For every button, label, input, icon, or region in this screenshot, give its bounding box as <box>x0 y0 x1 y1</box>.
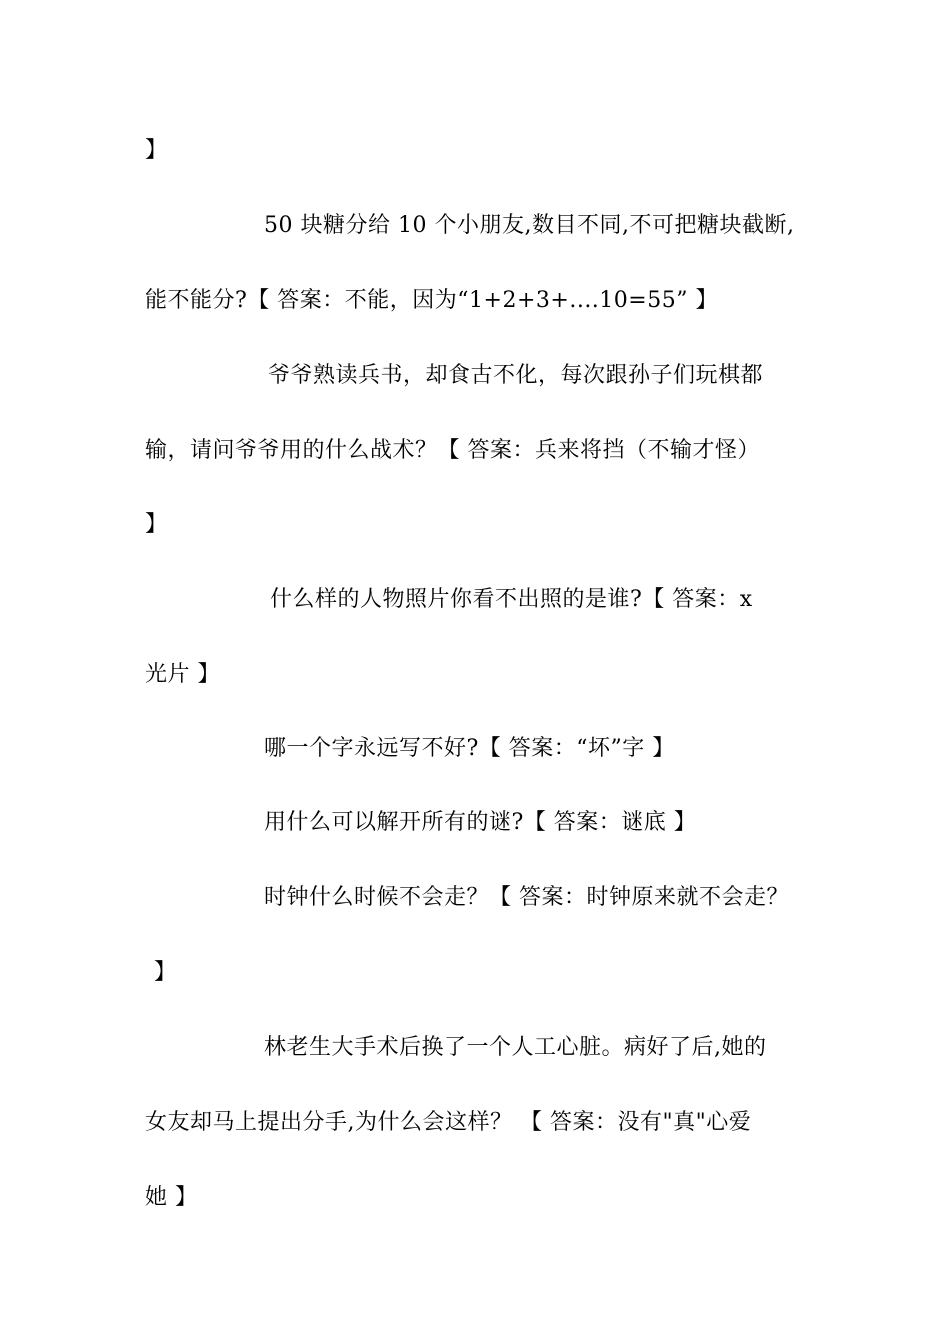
text-line: 能不能分?【 答案：不能，因为“1+2+3+....10=55” 】 <box>145 288 718 313</box>
text-line: 输，请问爷爷用的什么战术？【 答案：兵来将挡（不输才怪） <box>145 438 760 463</box>
text-line: 时钟什么时候不会走？【 答案：时钟原来就不会走？ <box>264 885 789 910</box>
text-line: 林老生大手术后换了一个人工心脏。病好了后,她的 <box>264 1035 767 1060</box>
text-line: 】 <box>145 138 168 163</box>
text-line: 爷爷熟读兵书，却食古不化，每次跟孙子们玩棋都 <box>268 363 764 388</box>
text-line: 哪一个字永远写不好?【 答案：“坏”字 】 <box>264 736 675 761</box>
text-line: 女友却马上提出分手,为什么会这样？ 【 答案：没有"真"心爱 <box>145 1110 752 1135</box>
text-line: 】 <box>145 512 168 537</box>
text-line: 50 块糖分给 10 个小朋友,数目不同,不可把糖块截断, <box>264 213 795 238</box>
text-line: 】 <box>154 960 177 985</box>
text-line: 光片 】 <box>145 662 220 687</box>
text-line: 她 】 <box>145 1185 198 1210</box>
text-line: 什么样的人物照片你看不出照的是谁?【 答案：x <box>270 587 753 612</box>
text-line: 用什么可以解开所有的谜?【 答案：谜底 】 <box>264 810 697 835</box>
